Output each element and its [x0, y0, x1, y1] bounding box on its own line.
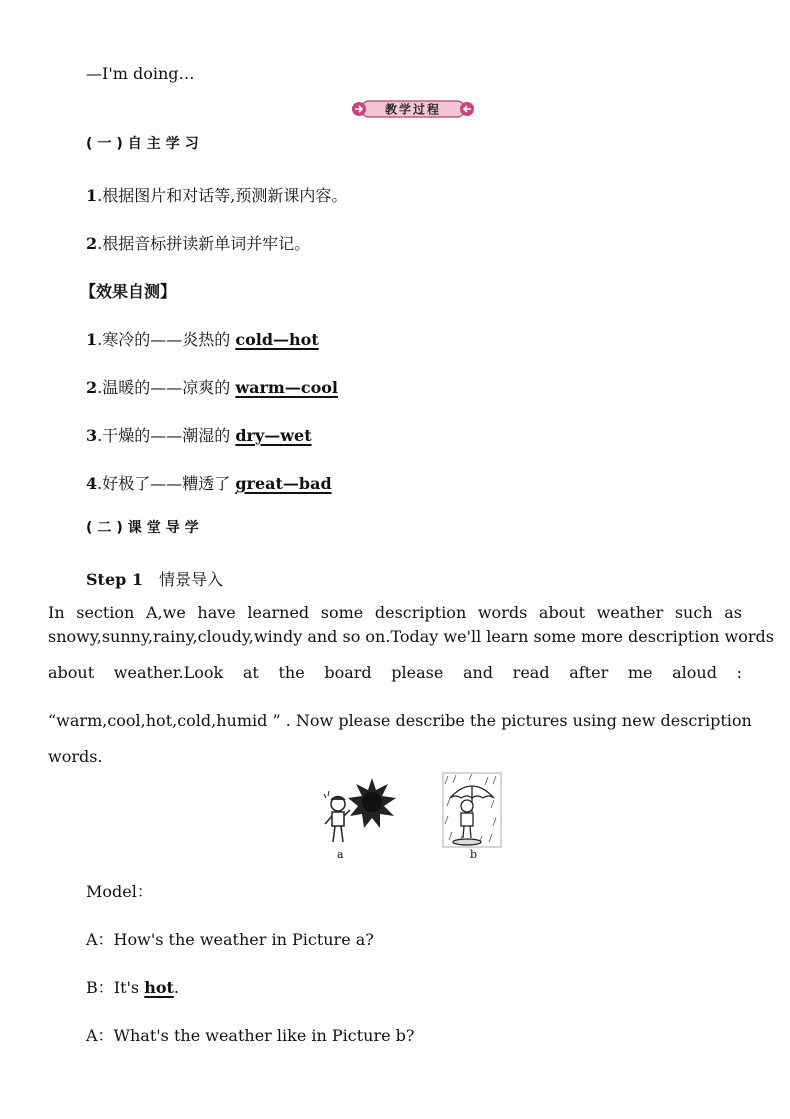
paragraph-line: about weather.Look at the board please and read after me aloud : — [48, 663, 742, 682]
list-item — [86, 183, 347, 206]
child-figure — [324, 791, 350, 842]
list-item: 4.好极了——糟透了 great—bad — [86, 474, 332, 493]
dialogue-line: A：What's the weather like in Picture b? — [86, 1026, 415, 1045]
paragraph-line: In section A,we have learned some description words about weather such as — [48, 603, 742, 622]
step-heading — [86, 567, 223, 590]
answer: dry—wet — [235, 426, 312, 445]
paragraph-line: words. — [48, 747, 103, 766]
answer: great—bad — [235, 474, 332, 493]
item-text: .根据音标拼读新单词并牢记。 — [97, 234, 311, 253]
section2-heading: (二)课堂导学 — [86, 520, 204, 536]
dialogue-line: A：How's the weather in Picture a? — [86, 930, 374, 949]
step-label: Step 1 — [86, 570, 144, 589]
section1-heading: (一)自主学习 — [86, 136, 204, 152]
model-label: Model： — [86, 882, 153, 901]
dialogue-line: B：It's hot. — [86, 978, 180, 997]
item-number: 2 — [86, 234, 98, 253]
banner-title: 教学过程 — [384, 102, 442, 117]
paragraph-line: “warm,cool,hot,cold,humid ” . Now please describe the pictures using new description — [48, 711, 752, 730]
figure-label: b — [470, 848, 478, 861]
section-banner — [349, 99, 477, 119]
step-title: 情景导入 — [159, 570, 224, 589]
intro-line: —I'm doing… — [86, 64, 195, 83]
item-number: 1 — [86, 186, 98, 205]
list-item: 2.温暖的——凉爽的 warm—cool — [86, 378, 338, 397]
figure-label: a — [337, 848, 344, 861]
hot-weather-illustration — [316, 776, 398, 848]
paragraph-line: snowy,sunny,rainy,cloudy,windy and so on.Today we'll learn some more description words — [48, 627, 774, 646]
answer: warm—cool — [235, 378, 338, 397]
list-item: 1.寒冷的——炎热的 cold—hot — [86, 330, 319, 349]
list-item: 3.干燥的——潮湿的 dry—wet — [86, 426, 312, 445]
list-item — [86, 231, 310, 254]
answer: hot — [144, 978, 174, 997]
rainy-weather-illustration — [442, 772, 502, 848]
item-text: .根据图片和对话等,预测新课内容。 — [97, 186, 348, 205]
self-test-heading: 【效果自测】 — [80, 282, 177, 301]
answer: cold—hot — [235, 330, 319, 349]
sun-icon — [348, 778, 396, 828]
